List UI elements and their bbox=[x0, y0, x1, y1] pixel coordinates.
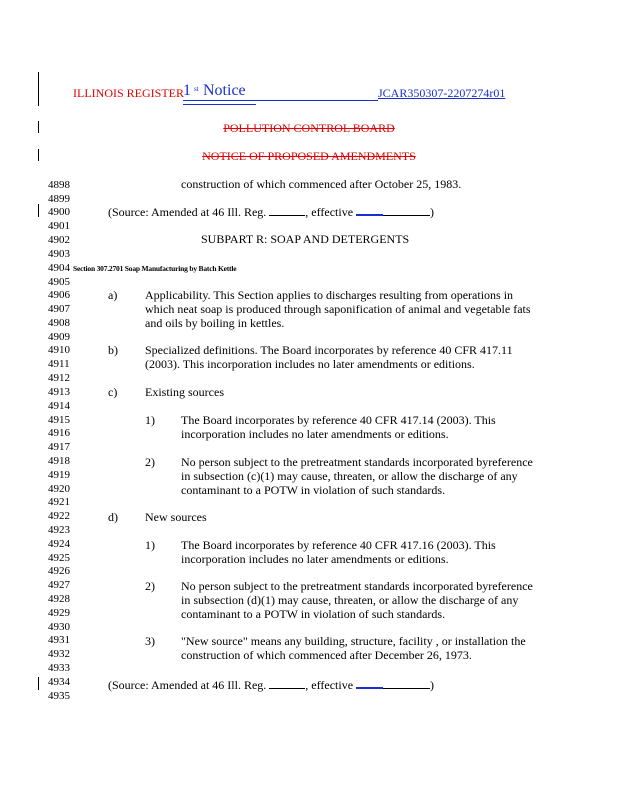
line-number: 4920 bbox=[48, 483, 70, 495]
blank-field bbox=[269, 677, 305, 689]
line-number: 4928 bbox=[48, 593, 70, 605]
body-line: The Board incorporates by reference 40 CFR 417.16 (2003). This bbox=[181, 538, 496, 552]
line-number: 4925 bbox=[48, 552, 70, 564]
body-line: Applicability. This Section applies to discharges resulting from operations in bbox=[145, 288, 514, 302]
line-number: 4912 bbox=[48, 372, 70, 384]
item-label: 2) bbox=[145, 455, 155, 469]
source-prefix: (Source: Amended at 46 Ill. Reg. bbox=[108, 678, 267, 692]
line-number: 4909 bbox=[48, 331, 70, 343]
body-line: and oils by boiling in kettles. bbox=[145, 316, 285, 330]
body-line: construction of which commenced after October 25, 1983. bbox=[181, 177, 462, 191]
line-number: 4901 bbox=[48, 220, 70, 232]
change-bar bbox=[38, 72, 39, 106]
underline-rule bbox=[196, 104, 256, 105]
source-note bbox=[108, 677, 434, 692]
line-number: 4900 bbox=[48, 206, 70, 218]
item-label: d) bbox=[108, 510, 118, 524]
document-id: JCAR350307-2207274r01 bbox=[378, 86, 506, 100]
line-number: 4907 bbox=[48, 303, 70, 315]
line-number: 4917 bbox=[48, 441, 70, 453]
item-label: 3) bbox=[145, 634, 155, 648]
underline-rule bbox=[196, 100, 256, 101]
body-line: incorporation includes no later amendments or editions. bbox=[181, 552, 449, 566]
body-line: which neat soap is produced through saponification of animal and vegetable fats bbox=[145, 302, 531, 316]
body-line: The Board incorporates by reference 40 CFR 417.14 (2003). This bbox=[181, 413, 496, 427]
body-line: in subsection (c)(1) may cause, threaten, or allow the discharge of any bbox=[181, 469, 518, 483]
effective-date-blank bbox=[356, 677, 430, 689]
underline-rule bbox=[183, 104, 197, 105]
issue-suffix: st bbox=[194, 85, 199, 93]
line-number: 4927 bbox=[48, 579, 70, 591]
line-number: 4906 bbox=[48, 289, 70, 301]
line-number: 4913 bbox=[48, 386, 70, 398]
line-number: 4899 bbox=[48, 193, 70, 205]
body-line: incorporation includes no later amendments or editions. bbox=[181, 427, 449, 441]
effective-date-blank bbox=[356, 204, 430, 216]
item-label: b) bbox=[108, 343, 118, 357]
line-number: 4904 bbox=[48, 262, 70, 274]
source-effective: , effective bbox=[305, 678, 354, 692]
body-line: No person subject to the pretreatment standards incorporated byreference bbox=[181, 455, 533, 469]
line-number: 4923 bbox=[48, 524, 70, 536]
item-label: 2) bbox=[145, 579, 155, 593]
line-number: 4921 bbox=[48, 496, 70, 508]
body-line: contaminant to a POTW in violation of such standards. bbox=[181, 483, 446, 497]
item-label: 1) bbox=[145, 538, 155, 552]
line-number: 4932 bbox=[48, 648, 70, 660]
source-effective: , effective bbox=[305, 205, 354, 219]
register-title: ILLINOIS REGISTER bbox=[73, 86, 184, 100]
item-label: 1) bbox=[145, 413, 155, 427]
line-number: 4910 bbox=[48, 344, 70, 356]
notice-type-heading: NOTICE OF PROPOSED AMENDMENTS bbox=[202, 149, 416, 163]
line-number: 4903 bbox=[48, 248, 70, 260]
subpart-heading: SUBPART R: SOAP AND DETERGENTS bbox=[201, 232, 410, 246]
item-label: a) bbox=[108, 288, 118, 302]
line-number: 4918 bbox=[48, 455, 70, 467]
line-number: 4908 bbox=[48, 317, 70, 329]
line-number: 4924 bbox=[48, 538, 70, 550]
line-number: 4935 bbox=[48, 690, 70, 702]
section-title: Section 307.2701 Soap Manufacturing by Batch Kettle bbox=[73, 264, 237, 273]
issue-number: 1 bbox=[183, 82, 191, 99]
line-number: 4934 bbox=[48, 676, 70, 688]
change-bar bbox=[38, 204, 39, 217]
notice-label: Notice bbox=[203, 82, 246, 99]
body-line: (2003). This incorporation includes no later amendments or editions. bbox=[145, 357, 475, 371]
item-label: c) bbox=[108, 385, 118, 399]
change-bar bbox=[38, 677, 39, 690]
body-line: No person subject to the pretreatment standards incorporated byreference bbox=[181, 579, 533, 593]
blank-field bbox=[269, 204, 305, 216]
line-number: 4911 bbox=[48, 358, 70, 370]
subsection-heading: New sources bbox=[145, 510, 207, 524]
line-number: 4914 bbox=[48, 400, 70, 412]
header-rule bbox=[256, 100, 378, 101]
line-number: 4922 bbox=[48, 510, 70, 522]
line-number: 4905 bbox=[48, 276, 70, 288]
body-line: Specialized definitions. The Board incorporates by reference 40 CFR 417.11 bbox=[145, 343, 513, 357]
line-number: 4930 bbox=[48, 621, 70, 633]
line-number: 4916 bbox=[48, 427, 70, 439]
line-number: 4898 bbox=[48, 179, 70, 191]
body-line: contaminant to a POTW in violation of such standards. bbox=[181, 607, 446, 621]
source-note bbox=[108, 204, 434, 219]
underline-rule bbox=[183, 100, 197, 101]
subsection-heading: Existing sources bbox=[145, 385, 224, 399]
source-close: ) bbox=[430, 205, 435, 219]
line-number: 4919 bbox=[48, 469, 70, 481]
line-number: 4929 bbox=[48, 607, 70, 619]
source-prefix: (Source: Amended at 46 Ill. Reg. bbox=[108, 205, 267, 219]
line-number: 4933 bbox=[48, 662, 70, 674]
body-line: "New source" means any building, structure, facility , or installation the bbox=[181, 634, 526, 648]
body-line: construction of which commenced after December 26, 1973. bbox=[181, 648, 472, 662]
line-number: 4902 bbox=[48, 234, 70, 246]
line-number: 4915 bbox=[48, 414, 70, 426]
body-line: in subsection (d)(1) may cause, threaten, or allow the discharge of any bbox=[181, 593, 519, 607]
line-number: 4931 bbox=[48, 634, 70, 646]
source-close: ) bbox=[430, 678, 435, 692]
board-heading: POLLUTION CONTROL BOARD bbox=[223, 121, 395, 135]
line-number: 4926 bbox=[48, 565, 70, 577]
